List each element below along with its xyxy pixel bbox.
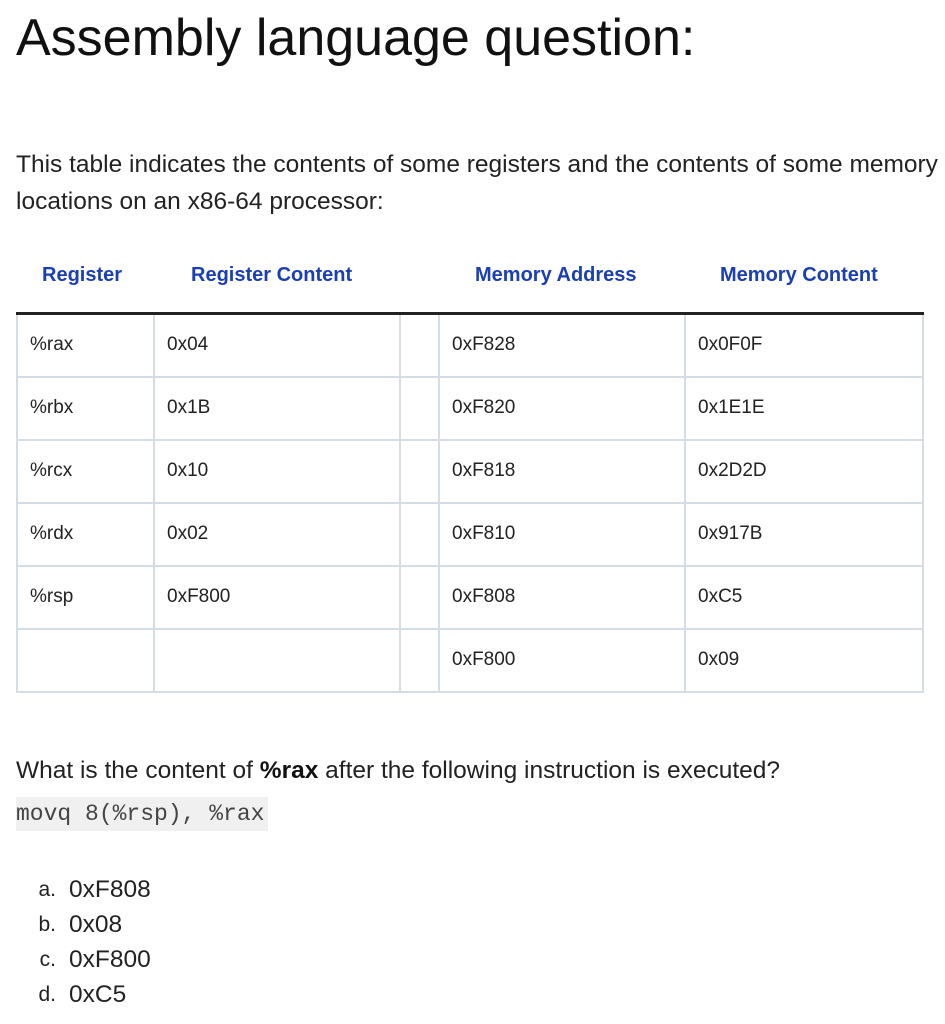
register-cell [17,629,154,692]
spacer-cell [400,377,439,440]
memory-address-cell: 0xF828 [439,314,685,377]
choice-item[interactable] [16,977,151,1012]
register-content-cell: 0x10 [154,440,400,503]
question-register: %rax [259,757,319,784]
header-memory-address: Memory Address [475,264,637,286]
spacer-cell [400,629,439,692]
choice-text: 0xF800 [69,945,151,973]
choice-letter: d. [38,982,56,1006]
register-cell: %rax [17,314,154,377]
choice-text: 0xC5 [69,980,127,1008]
register-cell: %rdx [17,503,154,566]
memory-address-cell: 0xF820 [439,377,685,440]
choice-item[interactable] [16,872,151,907]
table-body [17,314,923,692]
memory-content-cell: 0x1E1E [685,377,923,440]
memory-address-cell: 0xF810 [439,503,685,566]
table-row [17,629,923,692]
choice-letter: c. [39,947,56,971]
register-cell: %rcx [17,440,154,503]
register-content-cell: 0x02 [154,503,400,566]
register-content-cell: 0xF800 [154,566,400,629]
question-text [16,754,780,788]
spacer-cell [400,440,439,503]
register-memory-table [16,312,924,693]
choice-letter: b. [38,912,56,936]
table-row [17,566,923,629]
spacer-cell [400,566,439,629]
choice-item[interactable] [16,942,151,977]
memory-address-cell: 0xF818 [439,440,685,503]
choice-item[interactable] [16,907,151,942]
register-cell: %rsp [17,566,154,629]
table-row [17,440,923,503]
choice-text: 0x08 [69,910,123,938]
intro-text: This table indicates the contents of some registers and the contents of some memory locations on an x86-64 processor: [16,151,938,215]
choice-letter: a. [38,877,56,901]
memory-content-cell: 0xC5 [685,566,923,629]
question-after: after the following instruction is executed? [318,757,781,784]
spacer-cell [400,314,439,377]
memory-address-cell: 0xF800 [439,629,685,692]
memory-content-cell: 0x09 [685,629,923,692]
register-cell: %rbx [17,377,154,440]
header-memory-content: Memory Content [720,264,878,286]
memory-content-cell: 0x2D2D [685,440,923,503]
register-content-cell: 0x04 [154,314,400,377]
answer-choices [16,872,151,1012]
register-content-cell [154,629,400,692]
instruction-code: movq 8(%rsp), %rax [16,797,268,831]
memory-address-cell: 0xF808 [439,566,685,629]
table-row [17,503,923,566]
memory-content-cell: 0x917B [685,503,923,566]
register-content-cell: 0x1B [154,377,400,440]
question-before: What is the content of [16,757,260,784]
choice-text: 0xF808 [69,875,151,903]
header-register-content: Register Content [191,264,353,286]
header-register: Register [42,264,123,286]
table-row [17,377,923,440]
table-row [17,314,923,377]
page-title: Assembly language question: [16,9,696,67]
memory-content-cell: 0x0F0F [685,314,923,377]
spacer-cell [400,503,439,566]
